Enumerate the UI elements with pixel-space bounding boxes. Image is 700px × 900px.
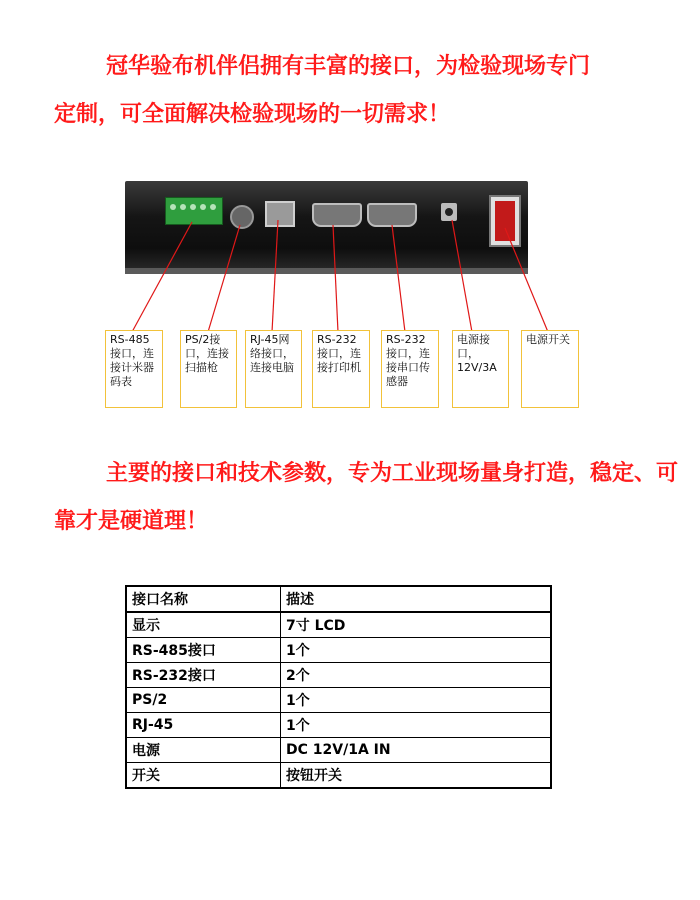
row-name: RS-485接口 xyxy=(126,638,281,663)
header-interface-name: 接口名称 xyxy=(126,586,281,612)
table-row xyxy=(126,612,551,638)
row-name: 显示 xyxy=(126,612,281,638)
table-row xyxy=(126,738,551,763)
row-value: 1个 xyxy=(281,713,552,738)
callout-rs232-1: RS-232接口，连接打印机 xyxy=(312,330,370,408)
row-value: 2个 xyxy=(281,663,552,688)
table-row xyxy=(126,763,551,789)
header-description: 描述 xyxy=(281,586,552,612)
row-value: 按钮开关 xyxy=(281,763,552,789)
table-row xyxy=(126,663,551,688)
params-line-2: 靠才是硬道理！ xyxy=(54,509,209,534)
leader-rs232-2 xyxy=(392,225,405,332)
row-name: RS-232接口 xyxy=(126,663,281,688)
spec-table xyxy=(125,585,552,789)
params-line-1: 主要的接口和技术参数，专为工业现场量身打造，稳定、可 xyxy=(106,461,679,486)
table-row xyxy=(126,638,551,663)
intro-line-1: 冠华验布机伴侣拥有丰富的接口，为检验现场专门 xyxy=(106,54,591,79)
leader-power-jack xyxy=(452,220,472,332)
callout-power-jack: 电源接口，12V/3A xyxy=(452,330,509,408)
table-row xyxy=(126,688,551,713)
row-name: RJ-45 xyxy=(126,713,281,738)
leader-ps2 xyxy=(208,225,240,332)
row-name: 开关 xyxy=(126,763,281,789)
row-name: PS/2 xyxy=(126,688,281,713)
leader-rs232-1 xyxy=(333,225,338,332)
spec-table-header xyxy=(126,586,551,612)
callout-rj45: RJ-45网络接口，连接电脑 xyxy=(245,330,302,408)
table-row xyxy=(126,713,551,738)
leader-rs485 xyxy=(132,222,192,332)
row-value: 1个 xyxy=(281,688,552,713)
row-value: DC 12V/1A IN xyxy=(281,738,552,763)
callout-rs232-2: RS-232接口，连接串口传感器 xyxy=(381,330,439,408)
row-value: 7寸 LCD xyxy=(281,612,552,638)
leader-rj45 xyxy=(272,220,278,332)
intro-line-2: 定制，可全面解决检验现场的一切需求！ xyxy=(54,102,451,127)
callout-ps2: PS/2接口，连接扫描枪 xyxy=(180,330,237,408)
row-value: 1个 xyxy=(281,638,552,663)
callout-power-switch: 电源开关 xyxy=(521,330,579,408)
row-name: 电源 xyxy=(126,738,281,763)
leader-power-switch xyxy=(505,228,548,332)
callout-rs485: RS-485接口，连接计米器码表 xyxy=(105,330,163,408)
